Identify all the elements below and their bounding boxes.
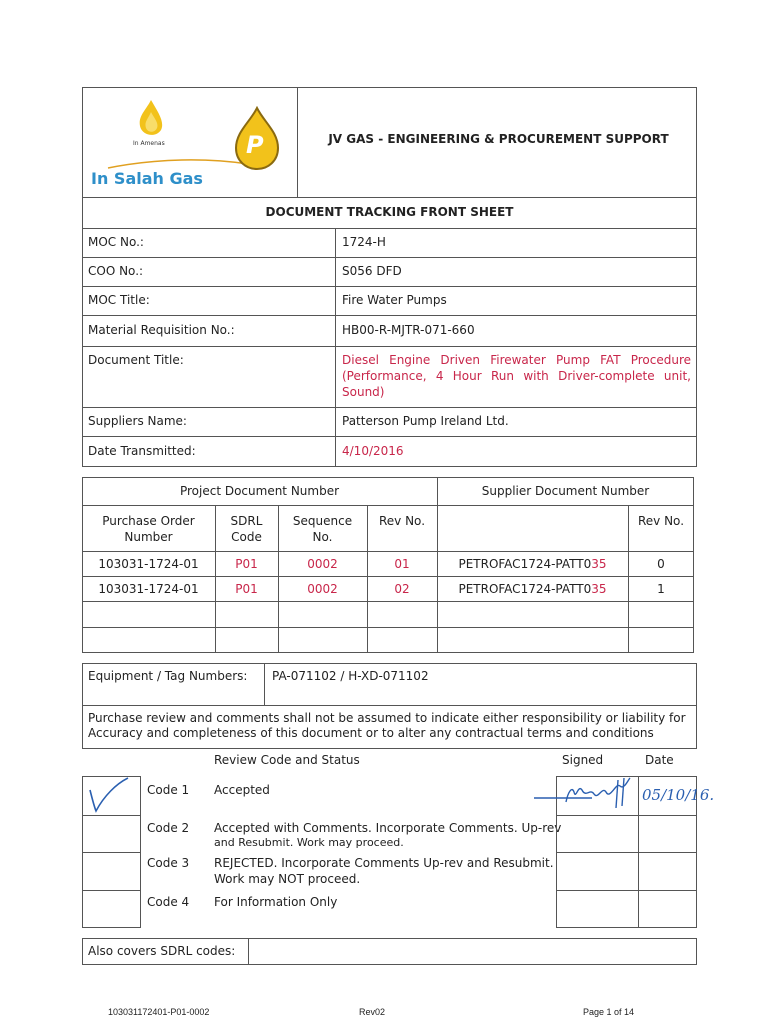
row1-supplier-doc (437, 557, 628, 572)
logo-company-name: In Salah Gas (91, 169, 203, 188)
col-po-line-2: Number (124, 530, 173, 544)
row1-po: 103031-1724-01 (98, 557, 199, 571)
coo-no-value: S056 DFD (342, 264, 402, 278)
row2-seq: 0002 (307, 582, 338, 596)
p-drop-letter: P (246, 131, 264, 159)
handwritten-date: 05/10/16. (642, 786, 715, 804)
footer-rev: Rev02 (359, 1007, 386, 1017)
supplier-doc-number-header: Supplier Document Number (481, 484, 650, 498)
review-code-header: Review Code and Status (214, 753, 360, 767)
row1-sdrl: P01 (235, 557, 258, 571)
code1-checkbox[interactable] (82, 776, 141, 815)
code2-checkbox[interactable] (82, 815, 141, 852)
code1-label: Code 1 (147, 783, 190, 797)
checkmark-icon (82, 776, 141, 815)
signed-header: Signed (562, 753, 604, 767)
document-title-line-3: Sound) (342, 385, 385, 399)
row2-rev: 02 (394, 582, 410, 596)
document-title-label: Document Title: (88, 353, 184, 367)
date-transmitted-label: Date Transmitted: (88, 444, 196, 458)
row1-supplier-suffix: 35 (591, 557, 607, 571)
row1-supplier-prefix: PETROFAC1724-PATT0 (458, 557, 592, 571)
footer-doc-ref: 103031172401-P01-0002 (108, 1007, 210, 1017)
row2-po: 103031-1724-01 (98, 582, 199, 596)
handwritten-signature (532, 776, 637, 816)
code3-text-line-1: REJECTED. Incorporate Comments Up-rev and Resubmit. (214, 856, 554, 870)
document-title-line-2: (Performance, 4 Hour Run with Driver-complete unit, (342, 369, 691, 383)
disclaimer-line-1: Purchase review and comments shall not be assumed to indicate either responsibility or liability for (88, 711, 686, 725)
material-req-value: HB00-R-MJTR-071-660 (342, 323, 475, 337)
row1-seq: 0002 (307, 557, 338, 571)
moc-title-value: Fire Water Pumps (342, 293, 447, 307)
equipment-tag-value: PA-071102 / H-XD-071102 (272, 669, 429, 683)
header-divider (297, 87, 298, 198)
disclaimer-line-2: Accuracy and completeness of this document or to alter any contractual terms and conditions (88, 726, 654, 740)
col-rev: Rev No. (378, 514, 426, 528)
suppliers-name-label: Suppliers Name: (88, 414, 187, 428)
suppliers-name-value: Patterson Pump Ireland Ltd. (342, 414, 509, 428)
moc-no-label: MOC No.: (88, 235, 144, 249)
col-seq-line-2: No. (312, 530, 333, 544)
material-req-label: Material Requisition No.: (88, 323, 235, 337)
row2-sdrl: P01 (235, 582, 258, 596)
code3-text-line-2: Work may NOT proceed. (214, 872, 361, 886)
code2-text-line-2: and Resubmit. Work may proceed. (214, 836, 404, 849)
also-covers-label: Also covers SDRL codes: (88, 944, 236, 958)
row1-supplier-rev: 0 (657, 557, 665, 571)
footer-page: Page 1 of 14 (583, 1007, 635, 1017)
code1-text: Accepted (214, 783, 270, 797)
row2-supplier-prefix: PETROFAC1724-PATT0 (458, 582, 592, 596)
code3-label: Code 3 (147, 856, 190, 870)
moc-no-value: 1724-H (342, 235, 386, 249)
col-sdrl-line-2: Code (231, 530, 262, 544)
company-logo (88, 92, 293, 192)
code3-checkbox[interactable] (82, 852, 141, 890)
code4-text: For Information Only (214, 895, 338, 909)
col-po-line-1: Purchase Order (102, 514, 195, 528)
equipment-tag-label: Equipment / Tag Numbers: (88, 669, 248, 683)
col-sdrl-line-1: SDRL (230, 514, 263, 528)
row2-supplier-doc (437, 582, 628, 597)
code2-label: Code 2 (147, 821, 190, 835)
code4-label: Code 4 (147, 895, 190, 909)
header-title: JV GAS - ENGINEERING & PROCUREMENT SUPPORT (328, 132, 669, 146)
col-supplier-rev: Rev No. (637, 514, 685, 528)
moc-title-label: MOC Title: (88, 293, 150, 307)
row2-supplier-rev: 1 (657, 582, 665, 596)
date-header: Date (645, 753, 674, 767)
project-doc-number-header: Project Document Number (179, 484, 340, 498)
logo-subtitle: In Amenas (133, 140, 165, 147)
row2-supplier-suffix: 35 (591, 582, 607, 596)
code2-text-line-1: Accepted with Comments. Incorporate Comments. Up-rev (214, 821, 562, 835)
row1-rev: 01 (394, 557, 410, 571)
document-title-line-1: Diesel Engine Driven Firewater Pump FAT Procedure (342, 353, 691, 367)
front-sheet-heading: DOCUMENT TRACKING FRONT SHEET (265, 205, 514, 219)
col-seq-line-1: Sequence (292, 514, 353, 528)
code4-checkbox[interactable] (82, 890, 141, 928)
coo-no-label: COO No.: (88, 264, 144, 278)
date-transmitted-value: 4/10/2016 (342, 444, 404, 458)
